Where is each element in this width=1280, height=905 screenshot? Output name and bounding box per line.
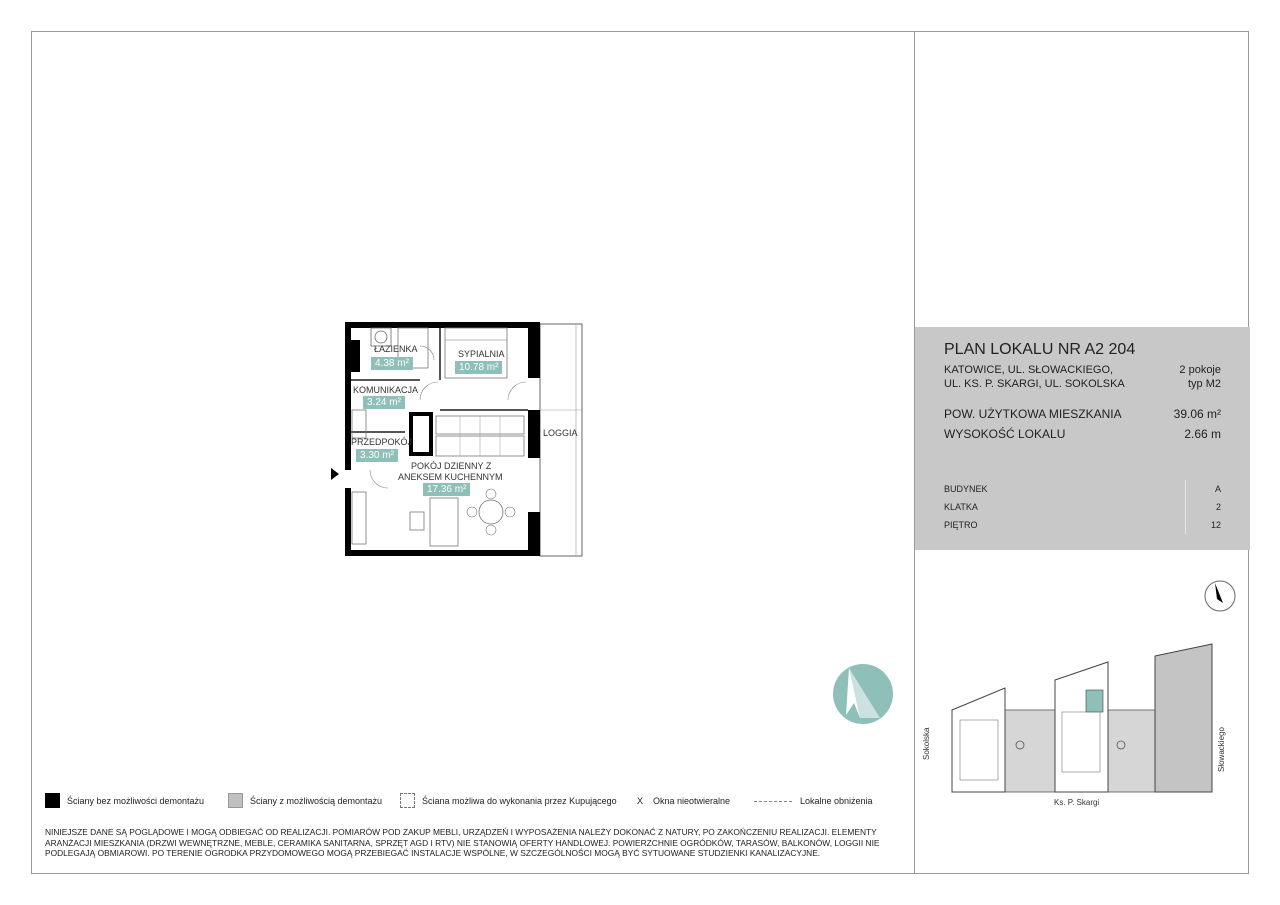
disclaimer: NINIEJSZE DANE SĄ POGLĄDOWE I MOGĄ ODBIEGAĆ OD REALIZACJI. POMIARÓW POD ZAKUP MEBLI, URZĄDZEŃ I WYPOSAŻENIA NALEŻY DOKONAĆ Z NATURY, PO ZAKOŃCZENIU REALIZACJI. ELEMENTY ARANŻACJI MIESZKANIA (DRZWI WEWNĘTRZNE, MEBLE, CERAMIKA SANITARNA, SPRZĘT AGD I RTV) NIE STANOWIĄ OFERTY HANDLOWEJ. POWIERZCHNIE OGRÓDKÓW, TARASÓW, BALKONÓW, LOGGII NIE PODLEGAJĄ OBMIAROWI. PO TERENIE OGRODKA PRZYDOMOWEGO MOGĄ PRZEBIEGAĆ INSTALACJE WSPÓLNE, W SZCZEGÓLNOŚCI MOGĄ BYĆ SYTUOWANE STUDZIENKI KANALIZACYJNE.: [45, 827, 880, 858]
address-line-2: UL. KS. P. SKARGI, UL. SOKOLSKA: [944, 378, 1125, 390]
meta-value: 12: [1210, 520, 1221, 530]
room-name-bathroom: ŁAZIENKA: [374, 344, 418, 354]
sofa: [430, 498, 458, 546]
room-area-bathroom: 4.38 m²: [371, 357, 413, 370]
info-panel: [915, 327, 1250, 550]
swatch-dashed-line: [754, 801, 792, 802]
meta-divider: [1185, 516, 1186, 534]
meta-row-floor: [944, 516, 1221, 534]
room-name-corridor: KOMUNIKACJA: [353, 385, 419, 395]
meta-value: 2: [1215, 502, 1221, 512]
legend-mark: X: [637, 796, 644, 806]
room-area-corridor: 3.24 m²: [363, 396, 405, 409]
swatch-black: [45, 793, 60, 808]
street-sokolska: Sokolska: [922, 727, 931, 760]
swatch-dashed: [400, 793, 415, 808]
type-label: typ M2: [1187, 378, 1221, 390]
meta-divider: [1185, 498, 1186, 516]
apartment-type: [1179, 363, 1221, 391]
meta-row-stairwell: [944, 498, 1221, 516]
installation-shaft: [411, 414, 431, 454]
street-skargi: Ks. P. Skargi: [1054, 798, 1100, 807]
room-name-bedroom: SYPIALNIA: [458, 349, 505, 359]
swatch-grey: [228, 793, 243, 808]
usable-area-label: POW. UŻYTKOWA MIESZKANIA: [944, 407, 1122, 421]
usable-area-value: 39.06 m²: [1173, 407, 1221, 421]
meta-value: A: [1214, 484, 1221, 494]
legend-label: Ściany bez możliwości demontażu: [67, 796, 205, 806]
meta-key: PIĘTRO: [944, 520, 978, 530]
plan-title: PLAN LOKALU NR A2 204: [944, 341, 1136, 358]
legend-label: Ściana możliwa do wykonania przez Kupującego: [422, 796, 617, 806]
room-name-living-1: POKÓJ DZIENNY Z: [411, 461, 492, 471]
room-area-living: 17.36 m²: [423, 483, 470, 496]
room-name-living-2: ANEKSEM KUCHENNYM: [398, 472, 503, 482]
room-name-loggia: LOGGIA: [543, 428, 578, 438]
rooms-count: 2 pokoje: [1179, 364, 1221, 376]
room-area-hall: 3.30 m²: [356, 449, 398, 462]
room-area-bedroom: 10.78 m²: [455, 361, 502, 374]
north-arrow-icon: [1203, 579, 1237, 613]
meta-divider: [1185, 480, 1186, 498]
compass-icon: [832, 663, 894, 725]
dining-table: [479, 500, 503, 524]
site-plan: [925, 640, 1245, 815]
meta-key: BUDYNEK: [944, 484, 988, 494]
meta-key: KLATKA: [944, 502, 978, 512]
legend-label: Okna nieotwieralne: [653, 796, 731, 806]
height-value: 2.66 m: [1184, 427, 1221, 441]
legend-label: Ściany z możliwością demontażu: [250, 796, 383, 806]
height-label: WYSOKOŚĆ LOKALU: [944, 427, 1066, 441]
entrance-arrow: [331, 468, 339, 480]
address: [944, 363, 1125, 391]
room-name-hall: PRZEDPOKÓJ: [351, 437, 413, 447]
street-slowackiego: Słowackiego: [1217, 727, 1226, 772]
legend-label: Lokalne obniżenia: [800, 796, 873, 806]
meta-row-building: [944, 480, 1221, 498]
address-line-1: KATOWICE, UL. SŁOWACKIEGO,: [944, 364, 1114, 376]
